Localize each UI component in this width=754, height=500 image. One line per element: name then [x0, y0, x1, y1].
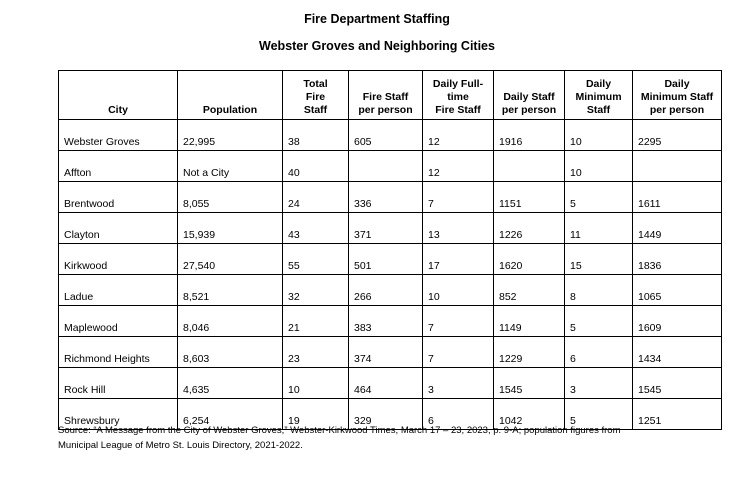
table-cell-daily-fulltime-fire-staff: 7 — [423, 337, 494, 368]
table-cell-population: 4,635 — [178, 368, 283, 399]
table-row — [59, 244, 722, 275]
table-cell-daily-minimum-staff-per-person: 1449 — [633, 213, 722, 244]
table-cell-daily-staff-per-person: 1226 — [494, 213, 565, 244]
table-cell-daily-minimum-staff: 6 — [565, 337, 633, 368]
table-cell-fire-staff-per-person: 501 — [349, 244, 423, 275]
table-cell-total-fire-staff: 10 — [283, 368, 349, 399]
table-cell-city: Ladue — [59, 275, 178, 306]
table-row — [59, 151, 722, 182]
table-cell-city: Clayton — [59, 213, 178, 244]
table-cell-city: Shrewsbury — [59, 399, 178, 430]
table-cell-daily-minimum-staff-per-person: 1434 — [633, 337, 722, 368]
table-cell-daily-staff-per-person: 1229 — [494, 337, 565, 368]
table-cell-total-fire-staff: 23 — [283, 337, 349, 368]
column-header-text: time — [447, 91, 469, 103]
table-cell-total-fire-staff: 21 — [283, 306, 349, 337]
column-header-population — [178, 71, 283, 120]
column-header-fire-staff-per-person — [349, 71, 423, 120]
table-cell-fire-staff-per-person: 371 — [349, 213, 423, 244]
table-cell-daily-minimum-staff: 8 — [565, 275, 633, 306]
table-cell-daily-minimum-staff: 5 — [565, 182, 633, 213]
column-header-text: Fire Staff — [435, 104, 481, 116]
page-subtitle: Webster Groves and Neighboring Cities — [259, 39, 495, 53]
column-header-text: Minimum — [575, 91, 622, 103]
column-header-text: Total — [303, 78, 328, 90]
column-header-text: Fire — [305, 91, 326, 103]
table-row — [59, 306, 722, 337]
column-header-text: Staff — [586, 104, 611, 116]
table-cell-total-fire-staff: 19 — [283, 399, 349, 430]
table-cell-city: Webster Groves — [59, 120, 178, 151]
table-cell-daily-staff-per-person: 1149 — [494, 306, 565, 337]
table-cell-daily-fulltime-fire-staff: 17 — [423, 244, 494, 275]
table-cell-daily-minimum-staff: 5 — [565, 306, 633, 337]
table-cell-daily-staff-per-person: 1042 — [494, 399, 565, 430]
table-cell-population: 8,055 — [178, 182, 283, 213]
table-cell-population: 27,540 — [178, 244, 283, 275]
table-cell-fire-staff-per-person: 383 — [349, 306, 423, 337]
table-cell-population: 8,046 — [178, 306, 283, 337]
column-header-text: per person — [501, 104, 557, 116]
table-cell-daily-staff-per-person: 1151 — [494, 182, 565, 213]
table-cell-fire-staff-per-person — [349, 151, 423, 182]
table-cell-daily-fulltime-fire-staff: 7 — [423, 182, 494, 213]
table-cell-city: Rock Hill — [59, 368, 178, 399]
table-body — [59, 120, 722, 430]
table-cell-daily-fulltime-fire-staff: 10 — [423, 275, 494, 306]
table-cell-city: Maplewood — [59, 306, 178, 337]
table-cell-daily-staff-per-person: 1545 — [494, 368, 565, 399]
table-cell-daily-minimum-staff-per-person: 1251 — [633, 399, 722, 430]
table-cell-population: 8,603 — [178, 337, 283, 368]
table-cell-daily-minimum-staff-per-person: 1836 — [633, 244, 722, 275]
table-row — [59, 120, 722, 151]
table-cell-fire-staff-per-person: 329 — [349, 399, 423, 430]
column-header-text: Daily — [664, 78, 690, 90]
table-cell-population: 15,939 — [178, 213, 283, 244]
table-cell-population: 22,995 — [178, 120, 283, 151]
column-header-text: Population — [202, 104, 258, 116]
table-cell-population: 8,521 — [178, 275, 283, 306]
column-header-daily-minimum-staff-per-person — [633, 71, 722, 120]
table-row — [59, 182, 722, 213]
table-cell-daily-staff-per-person: 1620 — [494, 244, 565, 275]
table-cell-daily-staff-per-person: 852 — [494, 275, 565, 306]
table-cell-daily-minimum-staff-per-person: 1609 — [633, 306, 722, 337]
table-row — [59, 368, 722, 399]
column-header-city — [59, 71, 178, 120]
column-header-total-fire-staff — [283, 71, 349, 120]
table-row — [59, 337, 722, 368]
table-cell-fire-staff-per-person: 464 — [349, 368, 423, 399]
table-cell-population: Not a City — [178, 151, 283, 182]
table-row — [59, 275, 722, 306]
table-cell-city: Affton — [59, 151, 178, 182]
page-title: Fire Department Staffing — [304, 12, 450, 26]
table-cell-daily-minimum-staff-per-person: 2295 — [633, 120, 722, 151]
table-cell-daily-fulltime-fire-staff: 3 — [423, 368, 494, 399]
staffing-table — [58, 70, 722, 430]
table-cell-daily-minimum-staff-per-person: 1545 — [633, 368, 722, 399]
table-cell-daily-minimum-staff: 10 — [565, 151, 633, 182]
source-note — [58, 423, 698, 453]
table-cell-daily-minimum-staff: 5 — [565, 399, 633, 430]
column-header-text: Staff — [303, 104, 328, 116]
column-header-text: Daily Staff — [503, 91, 555, 103]
table-cell-fire-staff-per-person: 374 — [349, 337, 423, 368]
table-cell-daily-staff-per-person — [494, 151, 565, 182]
table-cell-daily-minimum-staff: 11 — [565, 213, 633, 244]
table-cell-total-fire-staff: 40 — [283, 151, 349, 182]
column-header-daily-fulltime-fire-staff — [423, 71, 494, 120]
column-header-text: Minimum Staff — [640, 91, 714, 103]
column-header-daily-minimum-staff — [565, 71, 633, 120]
table-cell-city: Kirkwood — [59, 244, 178, 275]
source-line-2: Municipal League of Metro St. Louis Directory, 2021-2022. — [58, 440, 303, 451]
table-row — [59, 213, 722, 244]
table-cell-total-fire-staff: 55 — [283, 244, 349, 275]
table-cell-fire-staff-per-person: 605 — [349, 120, 423, 151]
table-cell-daily-minimum-staff-per-person: 1611 — [633, 182, 722, 213]
table-cell-daily-minimum-staff: 15 — [565, 244, 633, 275]
table-cell-fire-staff-per-person: 336 — [349, 182, 423, 213]
column-header-daily-staff-per-person — [494, 71, 565, 120]
table-header-row — [59, 71, 722, 120]
table-cell-daily-fulltime-fire-staff: 12 — [423, 120, 494, 151]
column-header-text: per person — [649, 104, 705, 116]
column-header-text: per person — [358, 104, 413, 116]
column-header-text: Fire Staff — [362, 91, 409, 103]
table-cell-total-fire-staff: 24 — [283, 182, 349, 213]
table-cell-city: Richmond Heights — [59, 337, 178, 368]
table-cell-daily-fulltime-fire-staff: 6 — [423, 399, 494, 430]
table-cell-daily-minimum-staff-per-person: 1065 — [633, 275, 722, 306]
table-cell-total-fire-staff: 32 — [283, 275, 349, 306]
table-cell-fire-staff-per-person: 266 — [349, 275, 423, 306]
table-cell-daily-fulltime-fire-staff: 12 — [423, 151, 494, 182]
source-line-1: Source: “A Message from the City of Webster Groves,” Webster-Kirkwood Times, March 17 – 23, 2023, p. 9-A; population figures from — [58, 425, 621, 436]
table-cell-daily-minimum-staff: 3 — [565, 368, 633, 399]
table-cell-total-fire-staff: 38 — [283, 120, 349, 151]
table-cell-city: Brentwood — [59, 182, 178, 213]
table-cell-population: 6,254 — [178, 399, 283, 430]
table-cell-daily-fulltime-fire-staff: 7 — [423, 306, 494, 337]
table-cell-total-fire-staff: 43 — [283, 213, 349, 244]
column-header-text: City — [108, 104, 128, 116]
column-header-text: Daily Full- — [432, 78, 484, 90]
table-cell-daily-fulltime-fire-staff: 13 — [423, 213, 494, 244]
table-cell-daily-minimum-staff-per-person — [633, 151, 722, 182]
table-cell-daily-staff-per-person: 1916 — [494, 120, 565, 151]
table-cell-daily-minimum-staff: 10 — [565, 120, 633, 151]
column-header-text: Daily — [585, 78, 612, 90]
